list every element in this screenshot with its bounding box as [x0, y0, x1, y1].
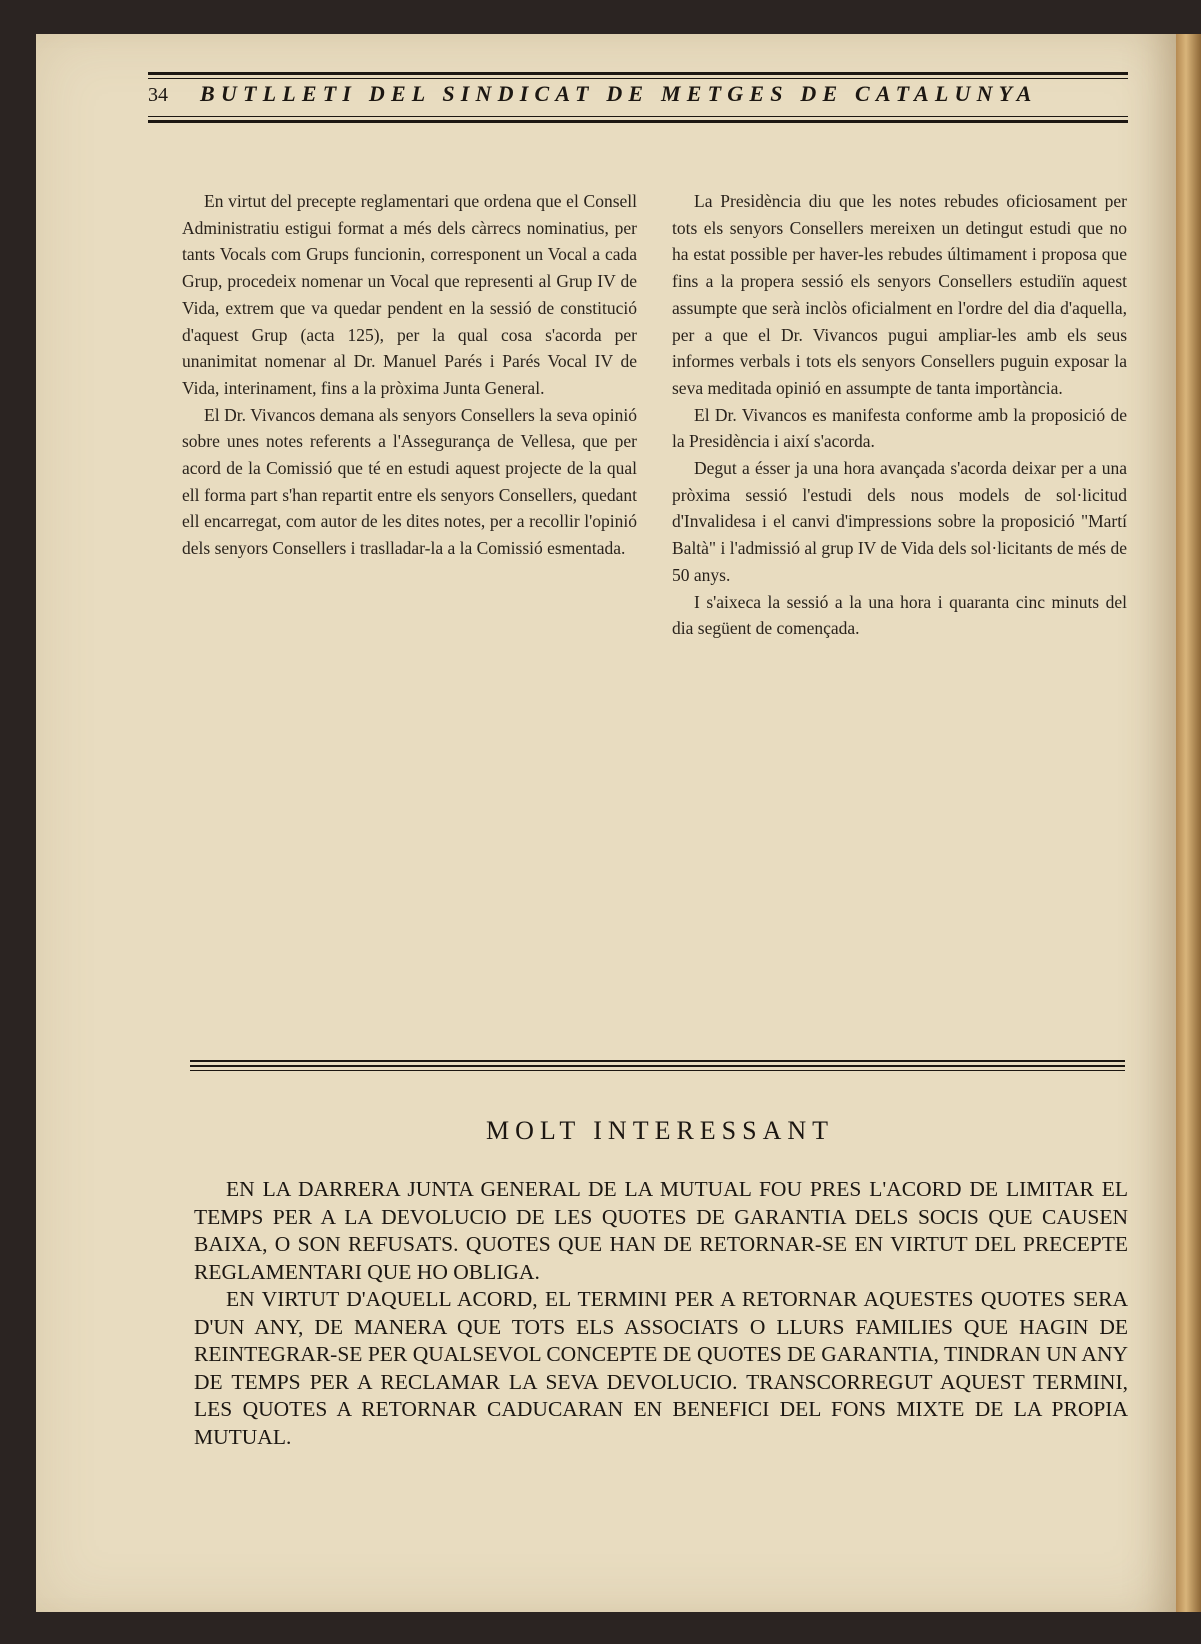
header-rule-top — [148, 72, 1128, 75]
paragraph: El Dr. Vivancos demana als senyors Consellers la seva opinió sobre unes notes referents a l'Assegurança de Vellesa, que per acord de la Comissió que té en estudi aquest projecte de la qual ell forma part s'han repartit entre els senyors Consellers, quedant ell encarregat, com autor de les dites notes, per a recollir l'opinió dels senyors Consellers i traslladar-la a la Comissió esmentada. — [182, 404, 637, 559]
page-number: 34 — [148, 84, 168, 106]
paragraph: I s'aixeca la sessió a la una hora i quaranta cinc minuts del dia següent de començada. — [672, 591, 1127, 639]
journal-title: BUTLLETI DEL SINDICAT DE METGES DE CATALUNYA — [200, 81, 1038, 106]
page-edge — [1176, 34, 1201, 1612]
notice-paragraph: EN VIRTUT D'AQUELL ACORD, EL TERMINI PER A RETORNAR AQUESTES QUOTES SERA D'UN ANY, DE MANERA QUE TOTS ELS ASSOCIATS O LLURS FAMILIES QUE HAGIN DE REINTEGRAR-SE PER QUALSEVOL CONCEPTE DE QUOTES DE GARANTIA, TINDRAN UN ANY DE TEMPS PER A RECLAMAR LA SEVA DEVOLUCIO. TRANSCORREGUT AQUEST TERMINI, LES QUOTES A RETORNAR CADUCARAN EN BENEFICI DEL FONS MIXTE DE LA PROPIA MUTUAL. — [194, 1287, 1128, 1449]
header-rule-bottom — [148, 120, 1128, 123]
running-header — [148, 72, 1128, 128]
header-rule-bottom-thin — [148, 116, 1128, 117]
paragraph: La Presidència diu que les notes rebudes oficiosament per tots els senyors Consellers mereixen un detingut estudi que no ha estat possible per haver-les rebudes últimament i proposa que fins a la propera sessió els senyors Consellers estudiïn aquest assumpte que serà inclòs oficialment en l'ordre del dia d'aquella, per a que el Dr. Vivancos pugui ampliar-les amb els seus informes verbals i tots els senyors Consellers puguin exposar la seva meditada opinió en assumpte de tanta importància. — [672, 191, 1127, 398]
header-rule-top-thin — [148, 78, 1128, 79]
section-divider — [190, 1060, 1125, 1072]
left-column — [182, 188, 637, 562]
notice-paragraph: EN LA DARRERA JUNTA GENERAL DE LA MUTUAL FOU PRES L'ACORD DE LIMITAR EL TEMPS PER A LA DEVOLUCIO DE LES QUOTES DE GARANTIA DELS SOCIS QUE CAUSEN BAIXA, O SON REFUSATS. QUOTES QUE HAN DE RETORNAR-SE EN VIRTUT DEL PRECEPTE REGLAMENTARI QUE HO OBLIGA. — [194, 1177, 1128, 1284]
paragraph: El Dr. Vivancos es manifesta conforme amb la proposició de la Presidència i així s'acorda. — [672, 404, 1127, 452]
paragraph: Degut a ésser ja una hora avançada s'acorda deixar per a una pròxima sessió l'estudi dels nous models de sol·licitud d'Invalidesa i el canvi d'impressions sobre la proposició "Martí Baltà" i l'admissió al grup IV de Vida dels sol·licitants de més de 50 anys. — [672, 458, 1127, 585]
notice-body — [194, 1176, 1128, 1451]
notice-heading: MOLT INTERESSANT — [485, 1116, 835, 1145]
paragraph: En virtut del precepte reglamentari que ordena que el Consell Administratiu estigui format a més dels càrrecs nominatius, per tants Vocals com Grups funcionin, corresponent un Vocal a cada Grup, procedeix nomenar un Vocal que representi al Grup IV de Vida, extrem que va quedar pendent en la sessió de constitució d'aquest Grup (acta 125), per la qual cosa s'acorda per unanimitat nomenar al Dr. Manuel Parés i Parés Vocal IV de Vida, interinament, fins a la pròxima Junta General. — [182, 191, 637, 398]
right-column — [672, 188, 1127, 642]
